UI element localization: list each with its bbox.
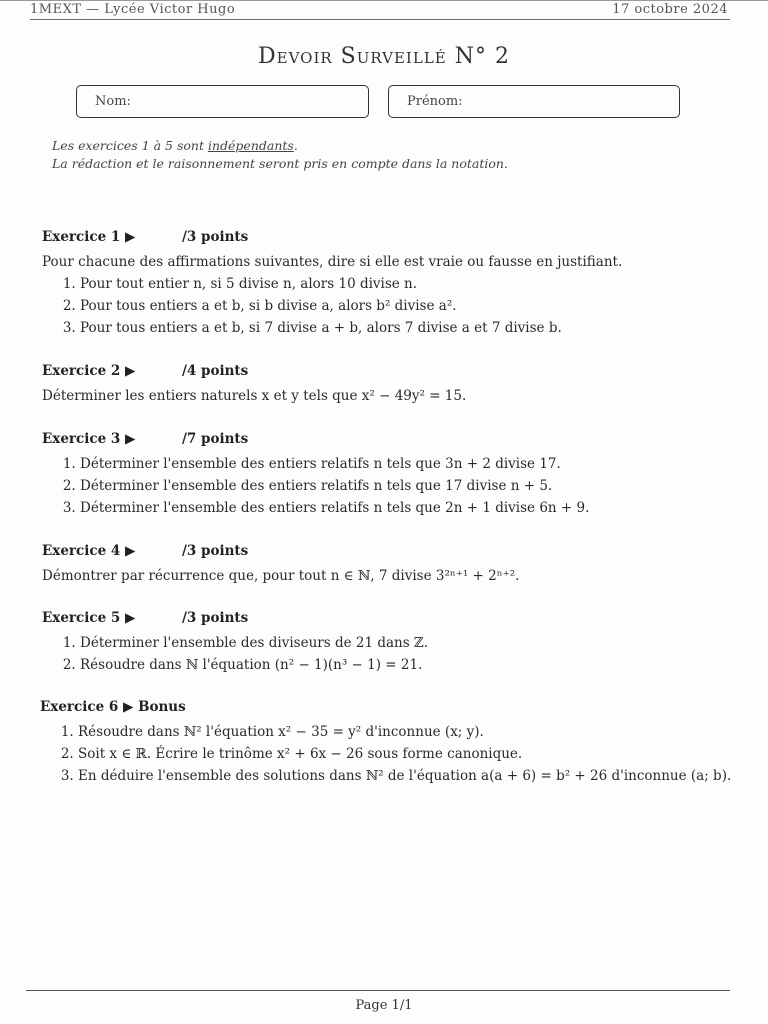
instructions-underlined: indépendants: [207, 138, 294, 153]
header-date: 17 octobre 2024: [612, 2, 728, 17]
exercise-header: [42, 610, 742, 630]
exercise-points: /7 points: [182, 431, 249, 447]
prenom-field[interactable]: [388, 85, 680, 118]
question-item: 2. Soit x ∈ ℝ. Écrire le trinôme x² + 6x − 26 sous forme canonique.: [78, 743, 740, 765]
question-list: [42, 453, 742, 519]
exercise-4: [42, 543, 742, 587]
instructions-line-2: La rédaction et le raisonnement seront pris en compte dans la notation.: [52, 156, 508, 171]
exercise-points: /3 points: [182, 543, 249, 559]
question-item: 2. Déterminer l'ensemble des entiers relatifs n tels que 17 divise n + 5.: [80, 475, 742, 497]
header-school: 1MEXT — Lycée Victor Hugo: [30, 2, 236, 17]
exercise-3: [42, 431, 742, 519]
instructions-period: .: [293, 138, 298, 153]
exercise-label: Exercice 4 ▶: [42, 543, 136, 559]
exercise-header: [42, 229, 742, 249]
question-item: 3. Pour tous entiers a et b, si 7 divise a + b, alors 7 divise a et 7 divise b.: [80, 317, 742, 339]
exercise-2: [42, 363, 742, 407]
question-list: [40, 721, 740, 787]
exercise-statement: Pour chacune des affirmations suivantes, dire si elle est vraie ou fausse en justifiant.: [42, 254, 623, 270]
page-number: Page 1/1: [355, 998, 413, 1013]
exercise-label: Exercice 3 ▶: [42, 431, 136, 447]
instructions: [52, 137, 508, 173]
instructions-line-1: [52, 137, 508, 155]
instructions-text: Les exercices 1 à 5 sont: [52, 138, 208, 153]
exercise-label: Exercice 1 ▶: [42, 229, 136, 245]
header-rule: [30, 19, 730, 20]
question-item: 2. Pour tous entiers a et b, si b divise a, alors b² divise a².: [80, 295, 742, 317]
exercise-points: /3 points: [182, 229, 249, 245]
question-item: 3. Déterminer l'ensemble des entiers relatifs n tels que 2n + 1 divise 6n + 9.: [80, 497, 742, 519]
exercise-header: [42, 363, 742, 383]
exercise-label: Exercice 5 ▶: [42, 610, 136, 626]
question-item: 2. Résoudre dans ℕ l'équation (n² − 1)(n³ − 1) = 21.: [80, 654, 742, 676]
question-item: 1. Résoudre dans ℕ² l'équation x² − 35 = y² d'inconnue (x; y).: [78, 721, 740, 743]
exercise-statement: Démontrer par récurrence que, pour tout n ∈ ℕ, 7 divise 3²ⁿ⁺¹ + 2ⁿ⁺².: [42, 568, 520, 584]
question-list: [42, 632, 742, 676]
prenom-label: Prénom:: [407, 94, 463, 109]
page-title: Devoir Surveillé N° 2: [258, 44, 510, 69]
exercise-header: [42, 543, 742, 563]
exercise-label: Exercice 6 ▶ Bonus: [40, 699, 186, 715]
exercise-label: Exercice 2 ▶: [42, 363, 136, 379]
question-item: 1. Déterminer l'ensemble des entiers relatifs n tels que 3n + 2 divise 17.: [80, 453, 742, 475]
exercise-header: [40, 699, 740, 719]
exercise-statement: Déterminer les entiers naturels x et y tels que x² − 49y² = 15.: [42, 388, 467, 404]
exercise-1: [42, 229, 742, 339]
footer-rule: [26, 990, 730, 991]
question-item: 1. Déterminer l'ensemble des diviseurs de 21 dans ℤ.: [80, 632, 742, 654]
question-item: 1. Pour tout entier n, si 5 divise n, alors 10 divise n.: [80, 273, 742, 295]
exercise-points: /3 points: [182, 610, 249, 626]
question-item: 3. En déduire l'ensemble des solutions dans ℕ² de l'équation a(a + 6) = b² + 26 d'inconnue (a; b).: [78, 765, 740, 787]
nom-field[interactable]: [76, 85, 369, 118]
exercise-header: [42, 431, 742, 451]
nom-label: Nom:: [95, 94, 131, 109]
question-list: [42, 273, 742, 339]
exercise-5: [42, 610, 742, 676]
exercise-points: /4 points: [182, 363, 249, 379]
exercise-6: [40, 699, 740, 787]
